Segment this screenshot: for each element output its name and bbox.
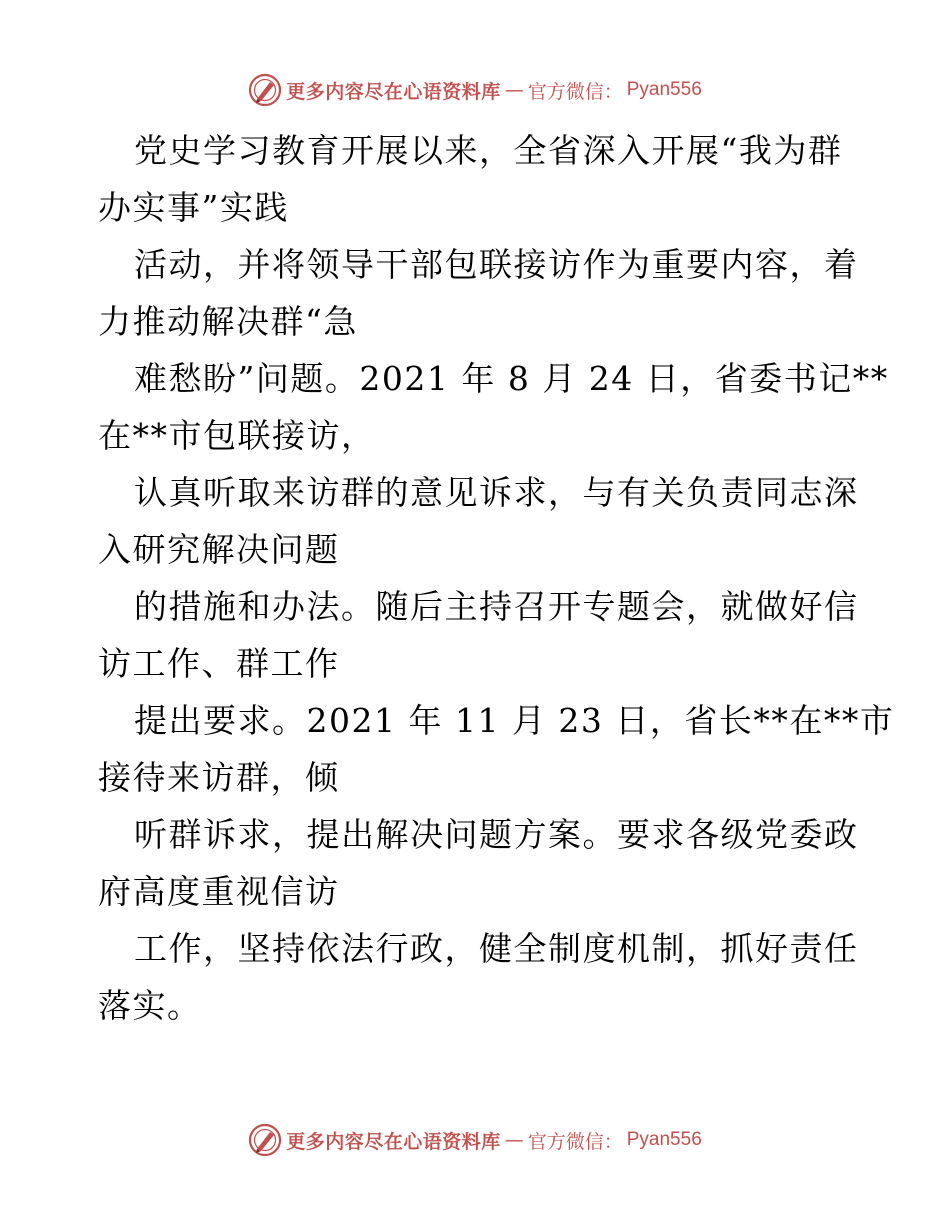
paragraph xyxy=(98,578,858,692)
paragraph xyxy=(98,122,858,236)
paragraph-line: 接待来访群，倾 xyxy=(98,758,340,797)
paragraph xyxy=(98,692,895,806)
paragraph-line: 认真听取来访群的意见诉求，与有关负责同志深 xyxy=(134,473,859,512)
paragraph-line: 党史学习教育开展以来，全省深入开展“我为群 xyxy=(134,131,843,170)
header-banner[interactable] xyxy=(0,70,950,110)
paragraph-line: 办实事”实践 xyxy=(98,188,289,227)
paragraph xyxy=(98,236,858,350)
banner-brand-text: 更多内容尽在心语资料库 xyxy=(286,1130,501,1153)
paragraph-line: 入研究解决问题 xyxy=(98,530,340,569)
paragraph-line: 的措施和办法。随后主持召开专题会，就做好信 xyxy=(134,587,859,626)
paragraph-line: 府高度重视信访 xyxy=(98,872,340,911)
paragraph-line: 提出要求。2021 年 11 月 23 日，省长**在**市 xyxy=(134,701,895,740)
paragraph-line: 活动，并将领导干部包联接访作为重要内容，着 xyxy=(134,245,859,284)
banner-separator: — xyxy=(504,79,524,101)
body-text xyxy=(98,122,895,1034)
paragraph-line: 听群诉求，提出解决问题方案。要求各级党委政 xyxy=(134,815,859,854)
banner-contact-id: Pyan556 xyxy=(626,79,702,100)
banner-brand-text: 更多内容尽在心语资料库 xyxy=(286,80,501,103)
banner-contact-label: 官方微信： xyxy=(527,80,623,103)
paragraph-line: 在**市包联接访， xyxy=(98,416,376,455)
banner-contact-id: Pyan556 xyxy=(626,1129,702,1150)
paragraph xyxy=(98,806,858,920)
paragraph-line: 力推动解决群“急 xyxy=(98,302,358,341)
banner-separator: — xyxy=(504,1129,524,1151)
paragraph xyxy=(98,920,858,1034)
pen-logo-icon xyxy=(248,73,282,107)
paragraph-line: 工作，坚持依法行政，健全制度机制，抓好责任 xyxy=(134,929,859,968)
paragraph xyxy=(98,350,889,464)
pen-logo-icon xyxy=(248,1123,282,1157)
paragraph-line: 落实。 xyxy=(98,986,202,1025)
paragraph xyxy=(98,464,858,578)
paragraph-line: 访工作、群工作 xyxy=(98,644,340,683)
footer-banner[interactable] xyxy=(0,1120,950,1160)
paragraph-line: 难愁盼”问题。2021 年 8 月 24 日，省委书记** xyxy=(134,359,889,398)
banner-contact-label: 官方微信： xyxy=(527,1130,623,1153)
